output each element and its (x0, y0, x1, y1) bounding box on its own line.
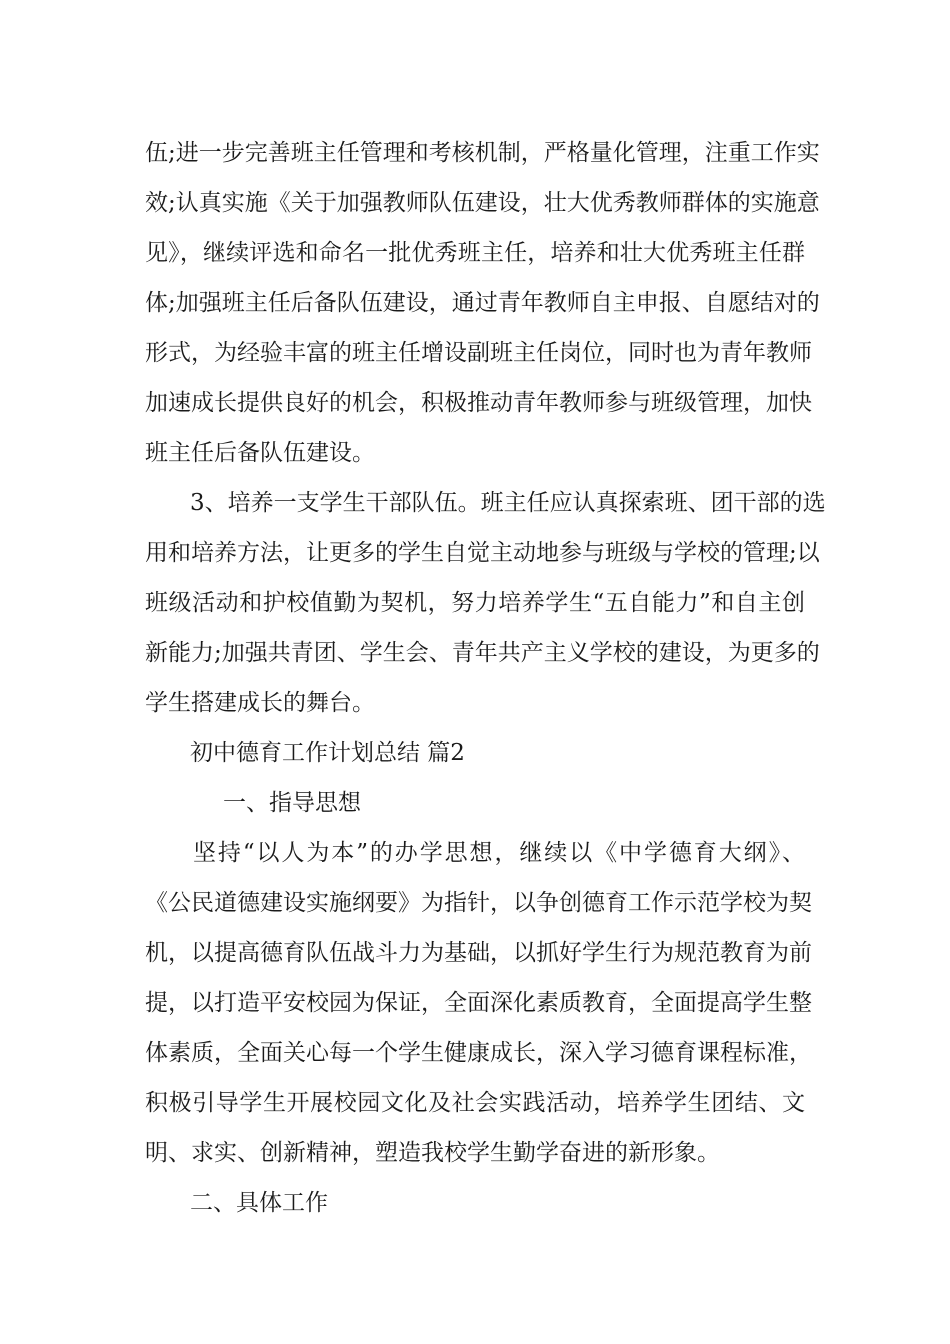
text-line: 体素质，全面关心每一个学生健康成长，深入学习德育课程标准， (145, 1040, 812, 1066)
text-line: 机，以提高德育队伍战斗力为基础，以抓好学生行为规范教育为前 (145, 940, 812, 966)
heading-specific-work: 二、具体工作 (190, 1190, 328, 1216)
text-line: 体;加强班主任后备队伍建设，通过青年教师自主申报、自愿结对的 (145, 290, 820, 316)
text-line: 学生搭建成长的舞台。 (145, 690, 375, 716)
text-line: 见》，继续评选和命名一批优秀班主任，培养和壮大优秀班主任群 (145, 240, 805, 266)
heading-guiding-ideology: 一、指导思想 (223, 790, 361, 816)
text-line: 班主任后备队伍建设。 (145, 440, 375, 466)
paragraph-first-line: 坚持“以人为本”的办学思想，继续以《中学德育大纲》、 (193, 840, 805, 866)
text-line: 新能力;加强共青团、学生会、青年共产主义学校的建设，为更多的 (145, 640, 820, 666)
text-line: 用和培养方法，让更多的学生自觉主动地参与班级与学校的管理;以 (145, 540, 820, 566)
text-line: 加速成长提供良好的机会，积极推动青年教师参与班级管理，加快 (145, 390, 812, 416)
text-line: 伍;进一步完善班主任管理和考核机制，严格量化管理，注重工作实 (145, 140, 820, 166)
text-line: 形式，为经验丰富的班主任增设副班主任岗位，同时也为青年教师 (145, 340, 812, 366)
text-line: 效;认真实施《关于加强教师队伍建设，壮大优秀教师群体的实施意 (145, 190, 820, 216)
text-line: 《公民道德建设实施纲要》为指针，以争创德育工作示范学校为契 (145, 890, 812, 916)
text-line: 积极引导学生开展校园文化及社会实践活动，培养学生团结、文 (145, 1090, 805, 1116)
text-line: 班级活动和护校值勤为契机，努力培养学生“五自能力”和自主创 (145, 590, 805, 616)
text-line: 明、求实、创新精神，塑造我校学生勤学奋进的新形象。 (145, 1140, 720, 1166)
paragraph-first-line: 3、培养一支学生干部队伍。班主任应认真探索班、团干部的选 (190, 490, 826, 516)
section-title: 初中德育工作计划总结 篇2 (190, 740, 465, 766)
text-line: 提，以打造平安校园为保证，全面深化素质教育，全面提高学生整 (145, 990, 812, 1016)
